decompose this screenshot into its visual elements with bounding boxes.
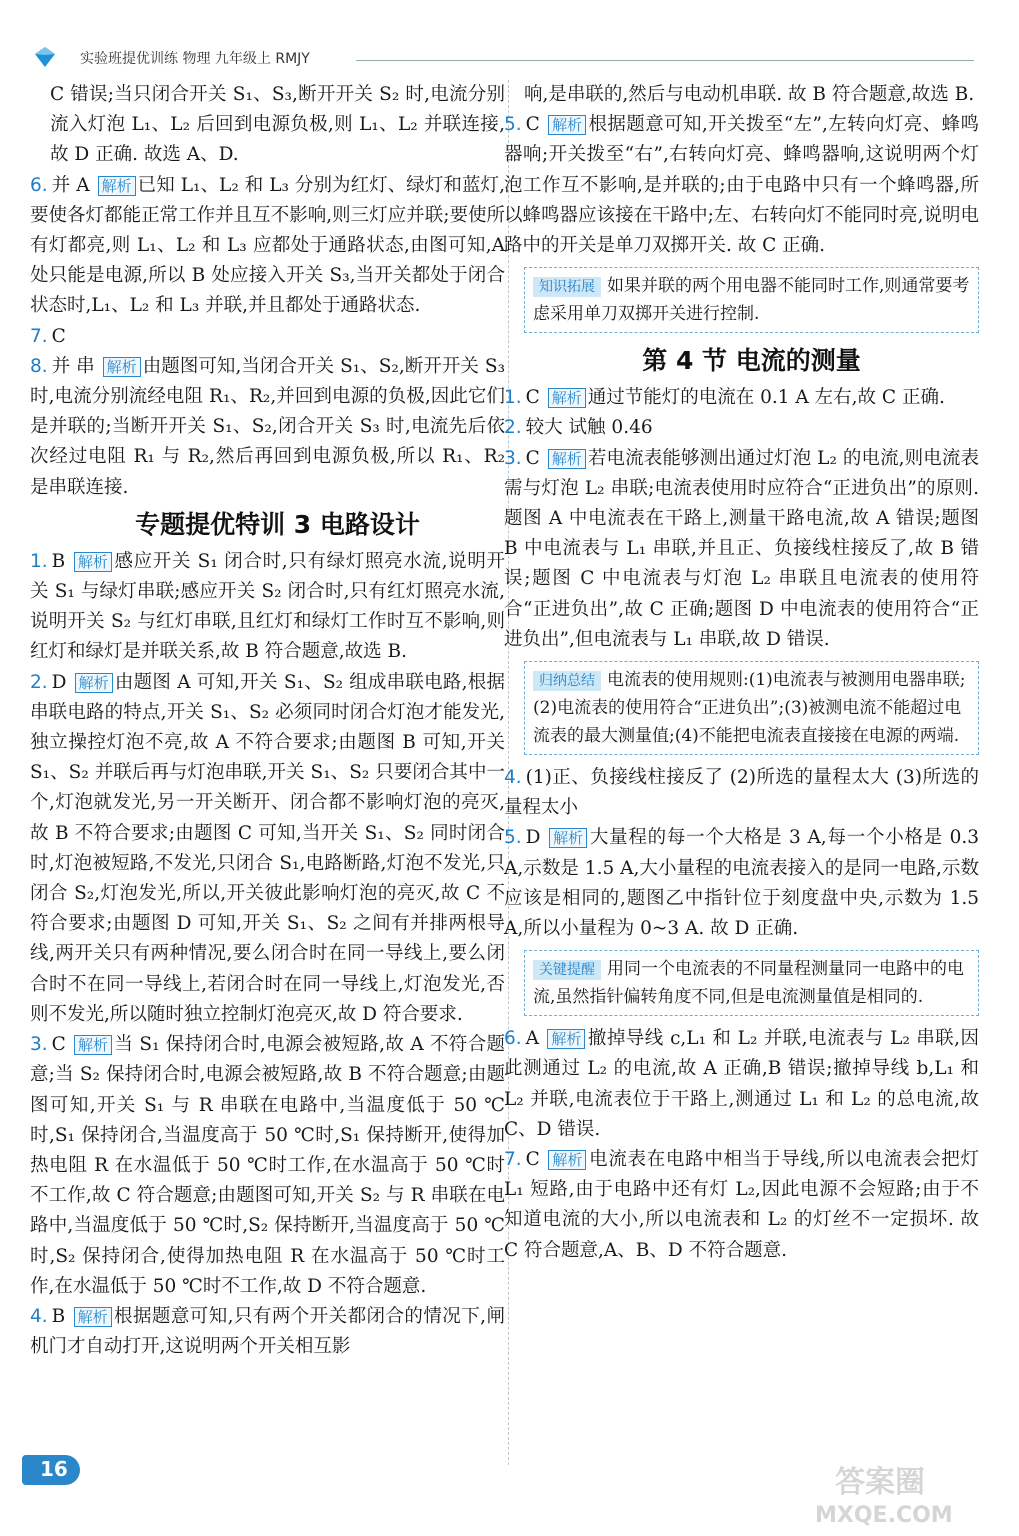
- analysis-tag: 解析: [548, 1150, 586, 1170]
- answer-number: 1.: [30, 550, 48, 572]
- watermark-logo: [795, 1456, 995, 1526]
- answer-number: 7.: [504, 1149, 522, 1171]
- answer-key: C: [525, 114, 540, 136]
- page-header: [34, 44, 974, 72]
- answer-key: C: [525, 1149, 540, 1171]
- answer-key: D: [525, 827, 541, 849]
- answer-4-2: [504, 413, 979, 443]
- answer-8: [30, 352, 505, 503]
- box-tag: 知识拓展: [533, 277, 601, 297]
- answer-4-5: [504, 823, 979, 944]
- answer-explanation: 已知 L₁、L₂ 和 L₃ 分别为红灯、绿灯和蓝灯,要使各灯都能正常工作并且互不影响,则三灯应并联;要使所有灯都亮,则 L₁、L₂ 和 L₃ 应都处于通路状态,由图可知,A 处只能是电源,所以 B 处应接入开关 S₃,当开关都处于闭合状态时,L₁、L₂ 和 L₃ 并联,并且都处于通路状态.: [30, 174, 505, 317]
- answer-number: 2.: [30, 671, 48, 693]
- left-continuation: C 错误;当只闭合开关 S₁、S₃,断开开关 S₂ 时,电流分别流入灯泡 L₁、L₂ 后回到电源负极,则 L₁、L₂ 并联连接,故 D 正确. 故选 A、D.: [50, 84, 505, 166]
- answer-number: 5.: [504, 827, 522, 849]
- answer-key: C: [51, 1034, 66, 1056]
- answer-explanation: 由题图可知,当闭合开关 S₁、S₂,断开开关 S₃ 时,电流分别流经电阻 R₁、R₂,并回到电源的负极,因此它们是并联的;当断开开关 S₁、S₂,闭合开关 S₃ 时,电流先后依次经过电阻 R₁ 与 R₂,然后再回到电源负极,所以 R₁、R₂ 是串联连接.: [30, 355, 505, 498]
- special-answer-5: [504, 110, 979, 261]
- answer-explanation: 撤掉导线 c,L₁ 和 L₂ 并联,电流表与 L₂ 串联,因此测通过 L₂ 的电流,故 A 正确,B 错误;撤掉导线 b,L₁ 和 L₂ 并联,电流表位于干路上,测通过 L₁ 和 L₂ 的总电流,故 C、D 错误.: [504, 1028, 979, 1140]
- analysis-tag: 解析: [74, 1307, 112, 1327]
- section-title: 第 4 节 电流的测量: [642, 346, 861, 376]
- answer-explanation: 根据题意可知,开关拨至“左”,左转向灯亮、蜂鸣器响;开关拨至“右”,右转向灯亮、蜂鸣器响,这说明两个灯泡工作互不影响,是并联的;由于电路中只有一个蜂鸣器,所以蜂鸣器应该接在干路中;左、右转向灯不能同时亮,说明电路中的开关是单刀双掷开关. 故 C 正确.: [504, 114, 979, 257]
- answer-number: 7.: [30, 325, 48, 347]
- key-reminder-box: [524, 950, 979, 1016]
- answer-number: 4.: [30, 1305, 48, 1327]
- answer-key: B: [51, 1305, 66, 1327]
- answer-number: 2.: [504, 417, 522, 439]
- answer-explanation: 大量程的每一个大格是 3 A,每一个小格是 0.3 A,示数是 1.5 A,大小量程的电流表接入的是同一电路,示数应该是相同的,题图乙中指针位于刻度盘中央,示数为 1.5 A,所以小量程为 0~3 A. 故 D 正确.: [504, 827, 979, 940]
- answer-number: 3.: [30, 1034, 48, 1056]
- answer-explanation: 通过节能灯的电流在 0.1 A 左右,故 C 正确.: [587, 387, 945, 409]
- answer-key: C: [51, 325, 66, 347]
- answer-explanation: 当 S₁ 保持闭合时,电源会被短路,故 A 不符合题意;当 S₂ 保持闭合时,电源会被短路,故 B 不符合题意;由题图可知,开关 S₁ 与 R 串联在电路中,当温度低于 50 ℃时,S₁ 保持闭合,当温度高于 50 ℃时,S₁ 保持断开,使得加热电阻 R 在水温低于 50 ℃时工作,在水温高于 50 ℃时不工作,故 C 符合题意;由题图可知,开关 S₂ 与 R 串联在电路中,当温度低于 50 ℃时,S₂ 保持断开,当温度高于 50 ℃时,S₂ 保持闭合,使得加热电阻 R 在水温高于 50 ℃时工作,在水温低于 50 ℃时不工作,故 D 不符合题意.: [30, 1034, 505, 1297]
- page-number-badge: [22, 1455, 80, 1485]
- answer-4-6: [504, 1024, 979, 1145]
- analysis-tag: 解析: [547, 1029, 585, 1049]
- answer-4-1: [504, 383, 979, 413]
- answer-4-3: [504, 444, 979, 655]
- watermark-text: 答案圈 MXQE.COM: [815, 1465, 953, 1526]
- page-number: 16: [40, 1457, 68, 1481]
- analysis-tag: 解析: [75, 673, 113, 693]
- analysis-tag: 解析: [549, 828, 587, 848]
- box-tag: 关键提醒: [533, 960, 601, 980]
- knowledge-extension-box: [524, 267, 979, 333]
- answer-number: 4.: [504, 767, 522, 789]
- answer-key: C: [525, 387, 540, 409]
- answer-number: 6.: [504, 1028, 522, 1050]
- answer-explanation: 根据题意可知,只有两个开关都闭合的情况下,闸机门才自动打开,这说明两个开关相互影: [30, 1305, 505, 1358]
- special-answer-3: [30, 1030, 505, 1302]
- answer-4-4: [504, 763, 979, 823]
- answer-explanation: 若电流表能够测出通过灯泡 L₂ 的电流,则电流表需与灯泡 L₂ 串联;电流表使用时应符合“正进负出”的原则. 题图 A 中电流表在干路上,测量干路电流,故 A 错误;题图 B 中电流表与 L₁ 串联,并且正、负接线柱接反了,故 B 错误;题图 C 中电流表与灯泡 L₂ 串联且电流表的使用符合“正进负出”,故 C 正确;题图 D 中电流表的使用符合“正进负出”,但电流表与 L₁ 串联,故 D 错误.: [504, 447, 979, 650]
- answer-number: 1.: [504, 387, 522, 409]
- left-column: [30, 80, 505, 1362]
- header-title: 实验班提优训练 物理 九年级上 RMJY: [80, 51, 310, 67]
- analysis-tag: 解析: [548, 388, 586, 408]
- special-answer-2: [30, 668, 505, 1030]
- answer-7: [30, 322, 505, 352]
- box-text: 如果并联的两个用电器不能同时工作,则通常要考虑采用单刀双掷开关进行控制.: [533, 276, 970, 325]
- analysis-tag: 解析: [74, 1035, 112, 1055]
- header-rule: [356, 60, 974, 61]
- gem-logo-icon: [34, 46, 56, 68]
- answer-6: [30, 171, 505, 322]
- answer-number: 6.: [30, 174, 48, 196]
- answer-key: 较大 试触 0.46: [525, 417, 653, 439]
- answer-number: 5.: [504, 114, 522, 136]
- analysis-tag: 解析: [103, 357, 141, 377]
- box-text: 电流表的使用规则:(1)电流表与被测用电器串联;(2)电流表的使用符合“正进负出”;(3)被测电流不能超过电流表的最大测量值;(4)不能把电流表直接接在电源的两端.: [533, 670, 966, 747]
- answer-explanation: 电流表在电路中相当于导线,所以电流表会把灯 L₁ 短路,由于电路中还有灯 L₂,因此电源不会短路;由于不知道电流的大小,所以电流表和 L₂ 的灯丝不一定损坏. 故 C 符合题意,A、B、D 不符合题意.: [504, 1149, 979, 1261]
- section-title: 专题提优特训 3 电路设计: [135, 509, 420, 539]
- answer-number: 3.: [504, 447, 522, 469]
- special-answer-4: [30, 1302, 505, 1362]
- analysis-tag: 解析: [74, 552, 112, 572]
- answer-key: B: [51, 550, 66, 572]
- answer-explanation: 由题图 A 可知,开关 S₁、S₂ 组成串联电路,根据串联电路的特点,开关 S₁、S₂ 必须同时闭合灯泡才能发光,独立操控灯泡不亮,故 A 不符合要求;由题图 B 可知,开关 S₁、S₂ 并联后再与灯泡串联,开关 S₁、S₂ 只要闭合其中一个,灯泡就发光,另一开关断开、闭合都不影响灯泡的亮灭,故 B 不符合要求;由题图 C 可知,当开关 S₁、S₂ 同时闭合时,灯泡被短路,不发光,只闭合 S₁,电路断路,灯泡不发光,只闭合 S₂,灯泡发光,所以,开关彼此影响灯泡的亮灭,故 C 不符合要求;由题图 D 可知,开关 S₁、S₂ 之间有并排两根导线,两开关只有两种情况,要么闭合时在同一导线上,要么闭合时不在同一导线上,若闭合时在同一导线上,灯泡发光,否则不发光,所以随时独立控制灯泡亮灭,故 D 符合要求.: [30, 671, 505, 1025]
- answer-4-7: [504, 1145, 979, 1266]
- special-answer-1: [30, 547, 505, 668]
- analysis-tag: 解析: [98, 176, 136, 196]
- answer-key: 并 A: [51, 174, 90, 196]
- answer-key: C: [525, 447, 540, 469]
- answer-number: 8.: [30, 355, 48, 377]
- box-tag: 归纳总结: [533, 671, 601, 691]
- answer-key: 并 串: [51, 355, 95, 377]
- right-continuation: 响,是串联的,然后与电动机串联. 故 B 符合题意,故选 B.: [524, 84, 975, 105]
- answer-key: (1)正、负接线柱接反了 (2)所选的量程太大 (3)所选的量程太小: [504, 767, 979, 819]
- summary-box: [524, 661, 979, 755]
- answer-explanation: 感应开关 S₁ 闭合时,只有绿灯照亮水流,说明开关 S₁ 与绿灯串联;感应开关 S₂ 闭合时,只有红灯照亮水流,说明开关 S₂ 与红灯串联,且红灯和绿灯工作时互不影响,则红灯和绿灯是并联关系,故 B 符合题意,故选 B.: [30, 550, 505, 663]
- box-text: 用同一个电流表的不同量程测量同一电路中的电流,虽然指针偏转角度不同,但是电流测量值是相同的.: [533, 959, 964, 1008]
- analysis-tag: 解析: [548, 449, 586, 469]
- right-column: [504, 80, 979, 1266]
- answer-key: A: [525, 1028, 540, 1050]
- analysis-tag: 解析: [548, 115, 586, 135]
- answer-key: D: [51, 671, 67, 693]
